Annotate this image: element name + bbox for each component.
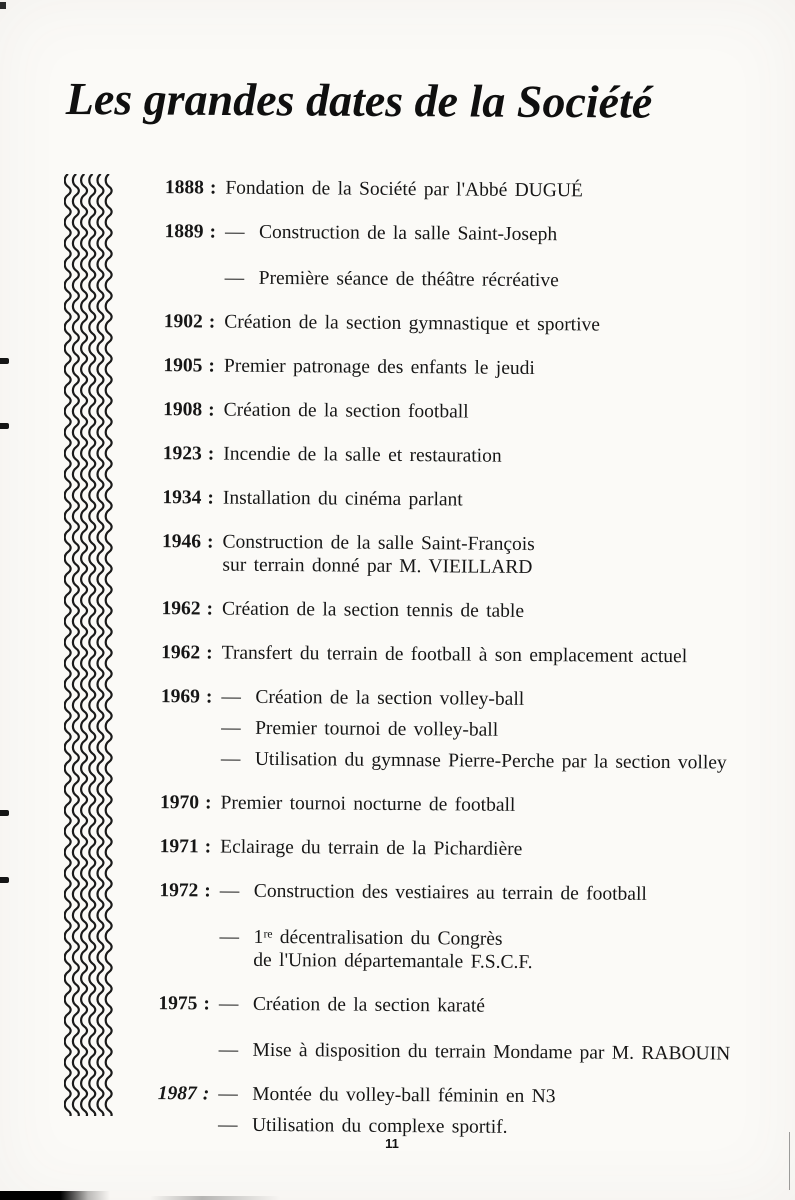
entry-line	[219, 989, 746, 1024]
entry-year: 1908	[163, 399, 203, 421]
entry-content	[220, 832, 747, 867]
entry-text: sur terrain donné par M. VIEILLARD	[222, 554, 533, 578]
entry-line	[220, 788, 747, 823]
entry-year: 1889	[164, 221, 204, 243]
entry-text: Construction de la salle Saint-Joseph	[258, 221, 558, 246]
entry-year: 1987	[157, 1083, 197, 1105]
entry-year: 1962	[161, 598, 201, 620]
entry-text: Mise à disposition du terrain Mondame par M. RABOUIN	[252, 1039, 731, 1065]
entry-line	[225, 217, 752, 252]
entry-line	[222, 594, 749, 629]
entry-text: Utilisation du complexe sportif.	[251, 1114, 508, 1138]
entry-separator: :	[204, 880, 211, 902]
scan-tick-mark	[0, 810, 9, 816]
entry-separator: :	[207, 487, 215, 509]
entry-text: Construction des vestiaires au terrain de football	[253, 880, 647, 905]
entry-year: 1902	[163, 311, 203, 333]
timeline-entry	[145, 988, 746, 1070]
entry-content	[218, 1079, 745, 1145]
timeline-entry	[151, 306, 751, 342]
entry-separator: :	[206, 642, 213, 664]
timeline-entry	[147, 787, 747, 823]
entry-year: 1905	[163, 355, 203, 377]
timeline-entry	[149, 526, 749, 585]
entry-separator: :	[202, 1083, 210, 1105]
timeline-entry	[150, 438, 750, 474]
entry-year: 1888	[164, 177, 204, 199]
entry-line	[222, 550, 749, 585]
scan-tick-mark	[0, 877, 9, 883]
entry-content	[224, 351, 751, 386]
entry-content	[221, 682, 748, 779]
entry-year: 1969	[160, 686, 200, 708]
entry-year: 1946	[162, 531, 202, 553]
scan-smudge	[150, 1196, 280, 1200]
entry-line	[225, 173, 752, 208]
timeline-entry	[146, 875, 747, 980]
scan-tick-mark	[0, 358, 9, 364]
timeline-entry	[147, 831, 747, 867]
dash-bullet: —	[219, 926, 240, 948]
entry-line	[220, 876, 747, 911]
entry-year: 1975	[158, 993, 198, 1015]
entry-line	[223, 483, 750, 518]
entry-content	[225, 173, 752, 208]
entry-separator: :	[208, 311, 216, 333]
entry-line	[218, 1079, 745, 1114]
entry-content	[223, 483, 750, 518]
entry-line	[222, 638, 749, 673]
entry-separator: :	[207, 443, 215, 465]
entry-separator: :	[209, 221, 217, 243]
entry-content	[222, 594, 749, 629]
entry-line	[224, 351, 751, 386]
entry-year: 1970	[159, 792, 200, 814]
entry-separator: :	[203, 993, 211, 1015]
timeline	[144, 172, 752, 1158]
entry-text: Première séance de théâtre récréative	[258, 267, 559, 292]
entry-separator: :	[204, 836, 212, 858]
scan-edge-line	[789, 1132, 790, 1190]
entry-line	[221, 744, 748, 779]
entry-content	[224, 307, 751, 342]
scan-speck	[0, 2, 6, 9]
timeline-entry	[148, 637, 748, 673]
entry-text: Installation du cinéma parlant	[222, 487, 463, 511]
entry-content	[222, 527, 749, 585]
entry-year: 1962	[161, 642, 201, 664]
entry-line	[223, 439, 750, 474]
entry-text: Création de la section football	[223, 399, 469, 423]
entry-content	[224, 395, 751, 430]
entry-text: Utilisation du gymnase Pierre-Perche par la section volley	[254, 748, 727, 774]
entry-line	[224, 307, 751, 342]
entry-text: 1ʳᵉ décentralisation du Congrès	[253, 926, 503, 950]
entry-line	[218, 1110, 745, 1145]
scan-edge-bar	[0, 1191, 110, 1200]
entry-line	[218, 1035, 745, 1070]
entry-text: Incendie de la salle et restauration	[223, 443, 502, 467]
dash-bullet: —	[217, 1114, 238, 1136]
entry-line	[221, 682, 748, 717]
entry-text: Transfert du terrain de football à son emplacement actuel	[221, 642, 688, 668]
entry-text: Création de la section volley-ball	[255, 686, 525, 710]
entry-content	[225, 217, 752, 298]
dash-bullet: —	[224, 267, 245, 289]
timeline-entry	[149, 482, 749, 518]
entry-line	[220, 832, 747, 867]
entry-separator: :	[208, 399, 215, 421]
dash-bullet: —	[219, 880, 240, 902]
entry-content	[222, 638, 749, 673]
dash-bullet: —	[221, 686, 241, 708]
dash-bullet: —	[218, 1083, 238, 1105]
entry-content	[223, 439, 750, 474]
timeline-entry	[148, 593, 748, 629]
entry-content	[218, 989, 745, 1070]
entry-line	[225, 263, 752, 298]
entry-year: 1934	[162, 487, 202, 509]
timeline-entry	[150, 350, 750, 386]
entry-text: Premier tournoi nocturne de football	[220, 792, 516, 816]
entry-text: Montée du volley-ball féminin en N3	[252, 1083, 556, 1108]
dash-bullet: —	[220, 748, 241, 770]
entry-line	[219, 945, 746, 980]
entry-separator: :	[208, 355, 216, 377]
entry-content	[219, 876, 746, 980]
timeline-entry	[152, 172, 752, 208]
entry-text: Création de la section tennis de table	[221, 598, 525, 622]
entry-text: de l'Union départemantale F.S.C.F.	[253, 949, 533, 974]
entry-text: Eclairage du terrain de la Pichardière	[220, 836, 523, 860]
dash-bullet: —	[221, 717, 241, 739]
entry-separator: :	[209, 177, 217, 199]
entry-year: 1923	[162, 443, 202, 465]
entry-text: Premier tournoi de volley-ball	[255, 717, 499, 741]
entry-separator: :	[207, 531, 214, 553]
dash-bullet: —	[218, 993, 239, 1015]
entry-text: Fondation de la Société par l'Abbé DUGUÉ	[225, 177, 583, 202]
timeline-entry	[151, 216, 752, 298]
entry-separator: :	[206, 598, 214, 620]
dash-bullet: —	[224, 221, 245, 243]
entry-content	[220, 788, 747, 823]
entry-separator: :	[205, 686, 213, 708]
timeline-entry	[147, 681, 748, 779]
entry-separator: :	[204, 792, 212, 814]
page-number: 11	[385, 1136, 399, 1151]
page-title: Les grandes dates de la Société	[65, 72, 653, 128]
entry-text: Construction de la salle Saint-François	[222, 531, 535, 556]
entry-year: 1971	[159, 836, 199, 858]
timeline-entry	[150, 394, 750, 430]
scan-tick-mark	[0, 423, 9, 429]
entry-year: 1972	[159, 880, 199, 902]
entry-text: Premier patronage des enfants le jeudi	[223, 355, 535, 380]
decorative-wavy-border	[64, 174, 114, 1116]
entry-text: Création de la section karaté	[252, 993, 486, 1017]
entry-text: Création de la section gymnastique et sportive	[224, 311, 601, 336]
entry-line	[224, 395, 751, 430]
entry-line	[221, 713, 748, 748]
dash-bullet: —	[218, 1039, 239, 1061]
timeline-entry	[144, 1078, 744, 1145]
